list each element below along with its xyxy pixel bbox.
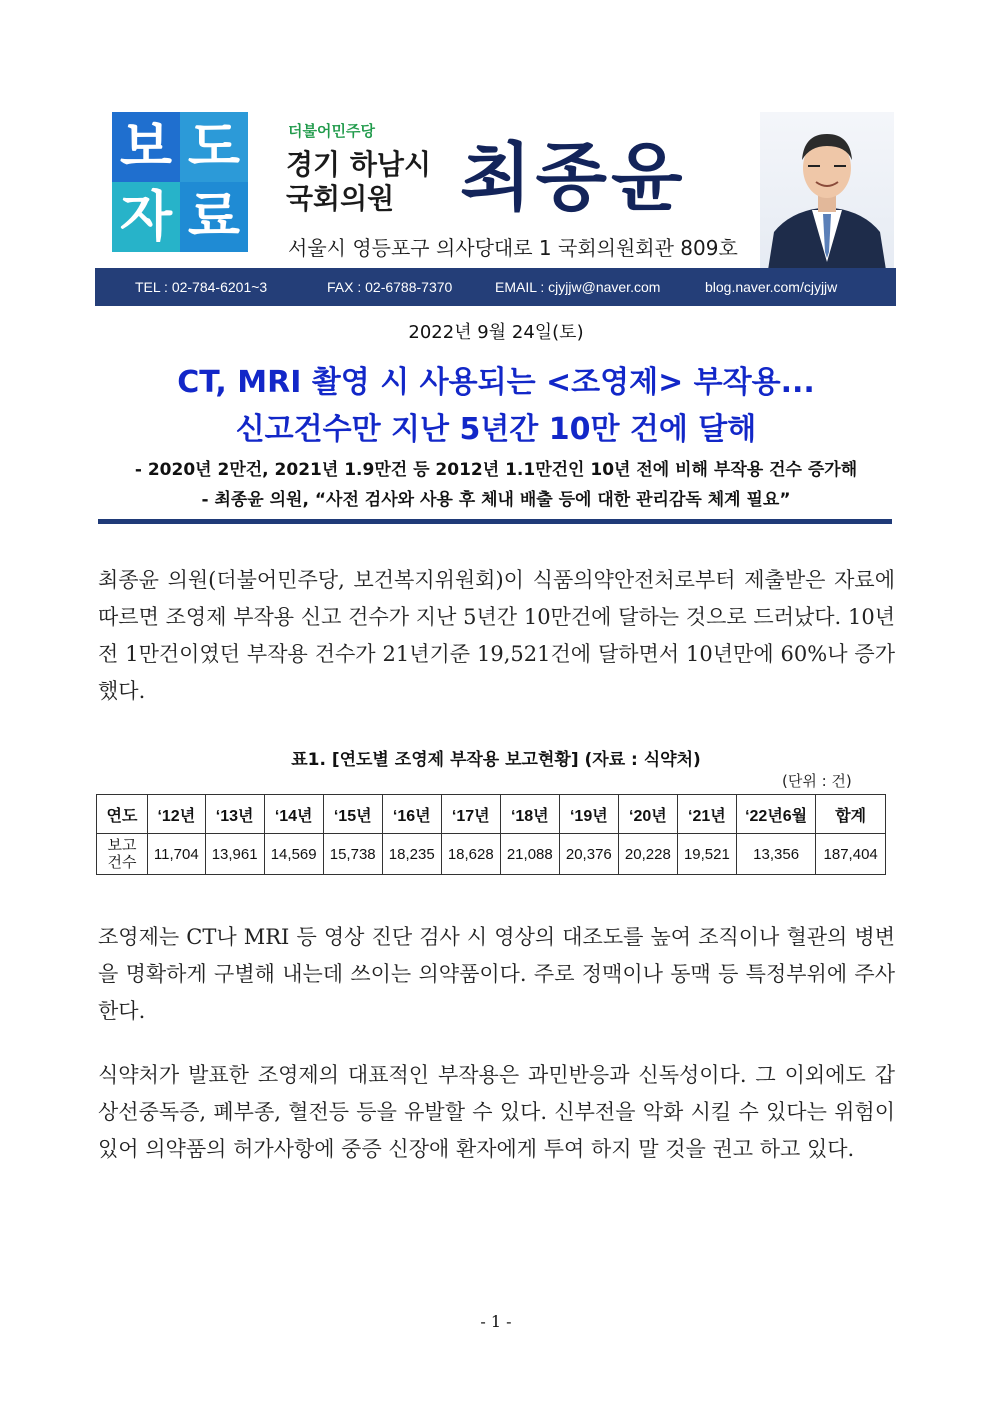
table-cell: 19,521 [677,834,736,875]
table-header-cell: ‘12년 [148,795,206,834]
table-header-cell: ‘15년 [323,795,382,834]
member-region: 경기 하남시 [286,148,431,181]
release-date: 2022년 9월 24일(토) [408,322,584,343]
party-name: 더불어민주당 [288,122,375,140]
badge-char: 료 [180,182,248,252]
contact-blog[interactable]: blog.naver.com/cjyjjw [705,279,838,295]
table-cell: 187,404 [816,834,886,875]
divider [98,519,892,524]
body-paragraph-3: 식약처가 발표한 조영제의 대표적인 부작용은 과민반응과 신독성이다. 그 이외에도 갑상선중독증, 폐부종, 혈전등 등을 유발할 수 있다. 신부전을 악화 시킬 수 있다는 위험이 있어 의약품의 허가사항에 중증 신장애 환자에게 투여 하지 말 것을 권고 하고 있다. [98,1063,895,1161]
badge-char: 자 [112,182,180,252]
contact-fax: FAX : 02-6788-7370 [327,279,453,295]
row-label-line: 보고 [107,837,137,854]
table-cell: 21,088 [500,834,559,875]
contact-tel: TEL : 02-784-6201~3 [135,279,268,295]
table-cell: 15,738 [323,834,382,875]
table-header-cell: ‘19년 [559,795,618,834]
table-header-cell: ‘18년 [500,795,559,834]
table-header-cell: ‘17년 [441,795,500,834]
body-paragraph-2: 조영제는 CT나 MRI 등 영상 진단 검사 시 영상의 대조도를 높여 조직이나 혈관의 병변을 명확하게 구별해 내는데 쓰이는 의약품이다. 주로 정맥이나 동맥 등 특정부위에 주사한다. [98,925,895,1023]
table-title: 표1. [연도별 조영제 부작용 보고현황] (자료 : 식약처) [291,750,701,770]
member-photo [760,112,894,270]
table-cell: 14,569 [264,834,323,875]
table-header-cell: 연도 [97,795,148,834]
badge-char: 보 [112,112,180,182]
table-row [97,834,886,875]
page-number: - 1 - [480,1312,512,1331]
table-row-label [97,834,148,875]
table-header-cell: ‘13년 [205,795,264,834]
member-position: 국회의원 [286,182,395,215]
table-header-cell: 합계 [816,795,886,834]
table-header-cell: ‘22년6월 [736,795,815,834]
table-cell: 11,704 [148,834,206,875]
table-cell: 20,228 [618,834,677,875]
subheading-1: - 2020년 2만건, 2021년 1.9만건 등 2012년 1.1만건인 10년 전에 비해 부작용 건수 증가해 [134,460,858,480]
press-release-badge [112,112,248,252]
member-name: 최종윤 [460,135,687,221]
table-cell: 20,376 [559,834,618,875]
table-cell: 18,628 [441,834,500,875]
row-label-line: 건수 [107,854,137,871]
table-header-row [97,795,886,834]
table-header-cell: ‘16년 [382,795,441,834]
table-header-cell: ‘21년 [677,795,736,834]
subheading-2: - 최종윤 의원, “사전 검사와 사용 후 체내 배출 등에 대한 관리감독 체계 필요” [201,490,791,510]
headline-line-1: CT, MRI 촬영 시 사용되는 <조영제> 부작용... [177,365,815,400]
table-cell: 18,235 [382,834,441,875]
contact-bar [95,268,896,306]
table-header-cell: ‘20년 [618,795,677,834]
table-cell: 13,356 [736,834,815,875]
portrait-illustration [760,112,894,270]
body-paragraph-1: 최종윤 의원(더불어민주당, 보건복지위원회)이 식품의약안전처로부터 제출받은 자료에 따르면 조영제 부작용 신고 건수가 지난 5년간 10만건에 달하는 것으로 드러났다. 10년 전 1만건이였던 부작용 건수가 21년기준 19,521건에 달하면서 10년만에 60%나 증가했다. [98,568,895,703]
office-address: 서울시 영등포구 의사당대로 1 국회의원회관 809호 [288,236,738,260]
badge-char: 도 [180,112,248,182]
table-cell: 13,961 [205,834,264,875]
member-title [286,148,431,216]
side-effect-table [96,794,886,875]
table-header-cell: ‘14년 [264,795,323,834]
contact-email[interactable]: EMAIL : cjyjjw@naver.com [495,279,661,295]
table-unit: (단위 : 건) [782,772,852,790]
headline-line-2: 신고건수만 지난 5년간 10만 건에 달해 [235,412,757,447]
